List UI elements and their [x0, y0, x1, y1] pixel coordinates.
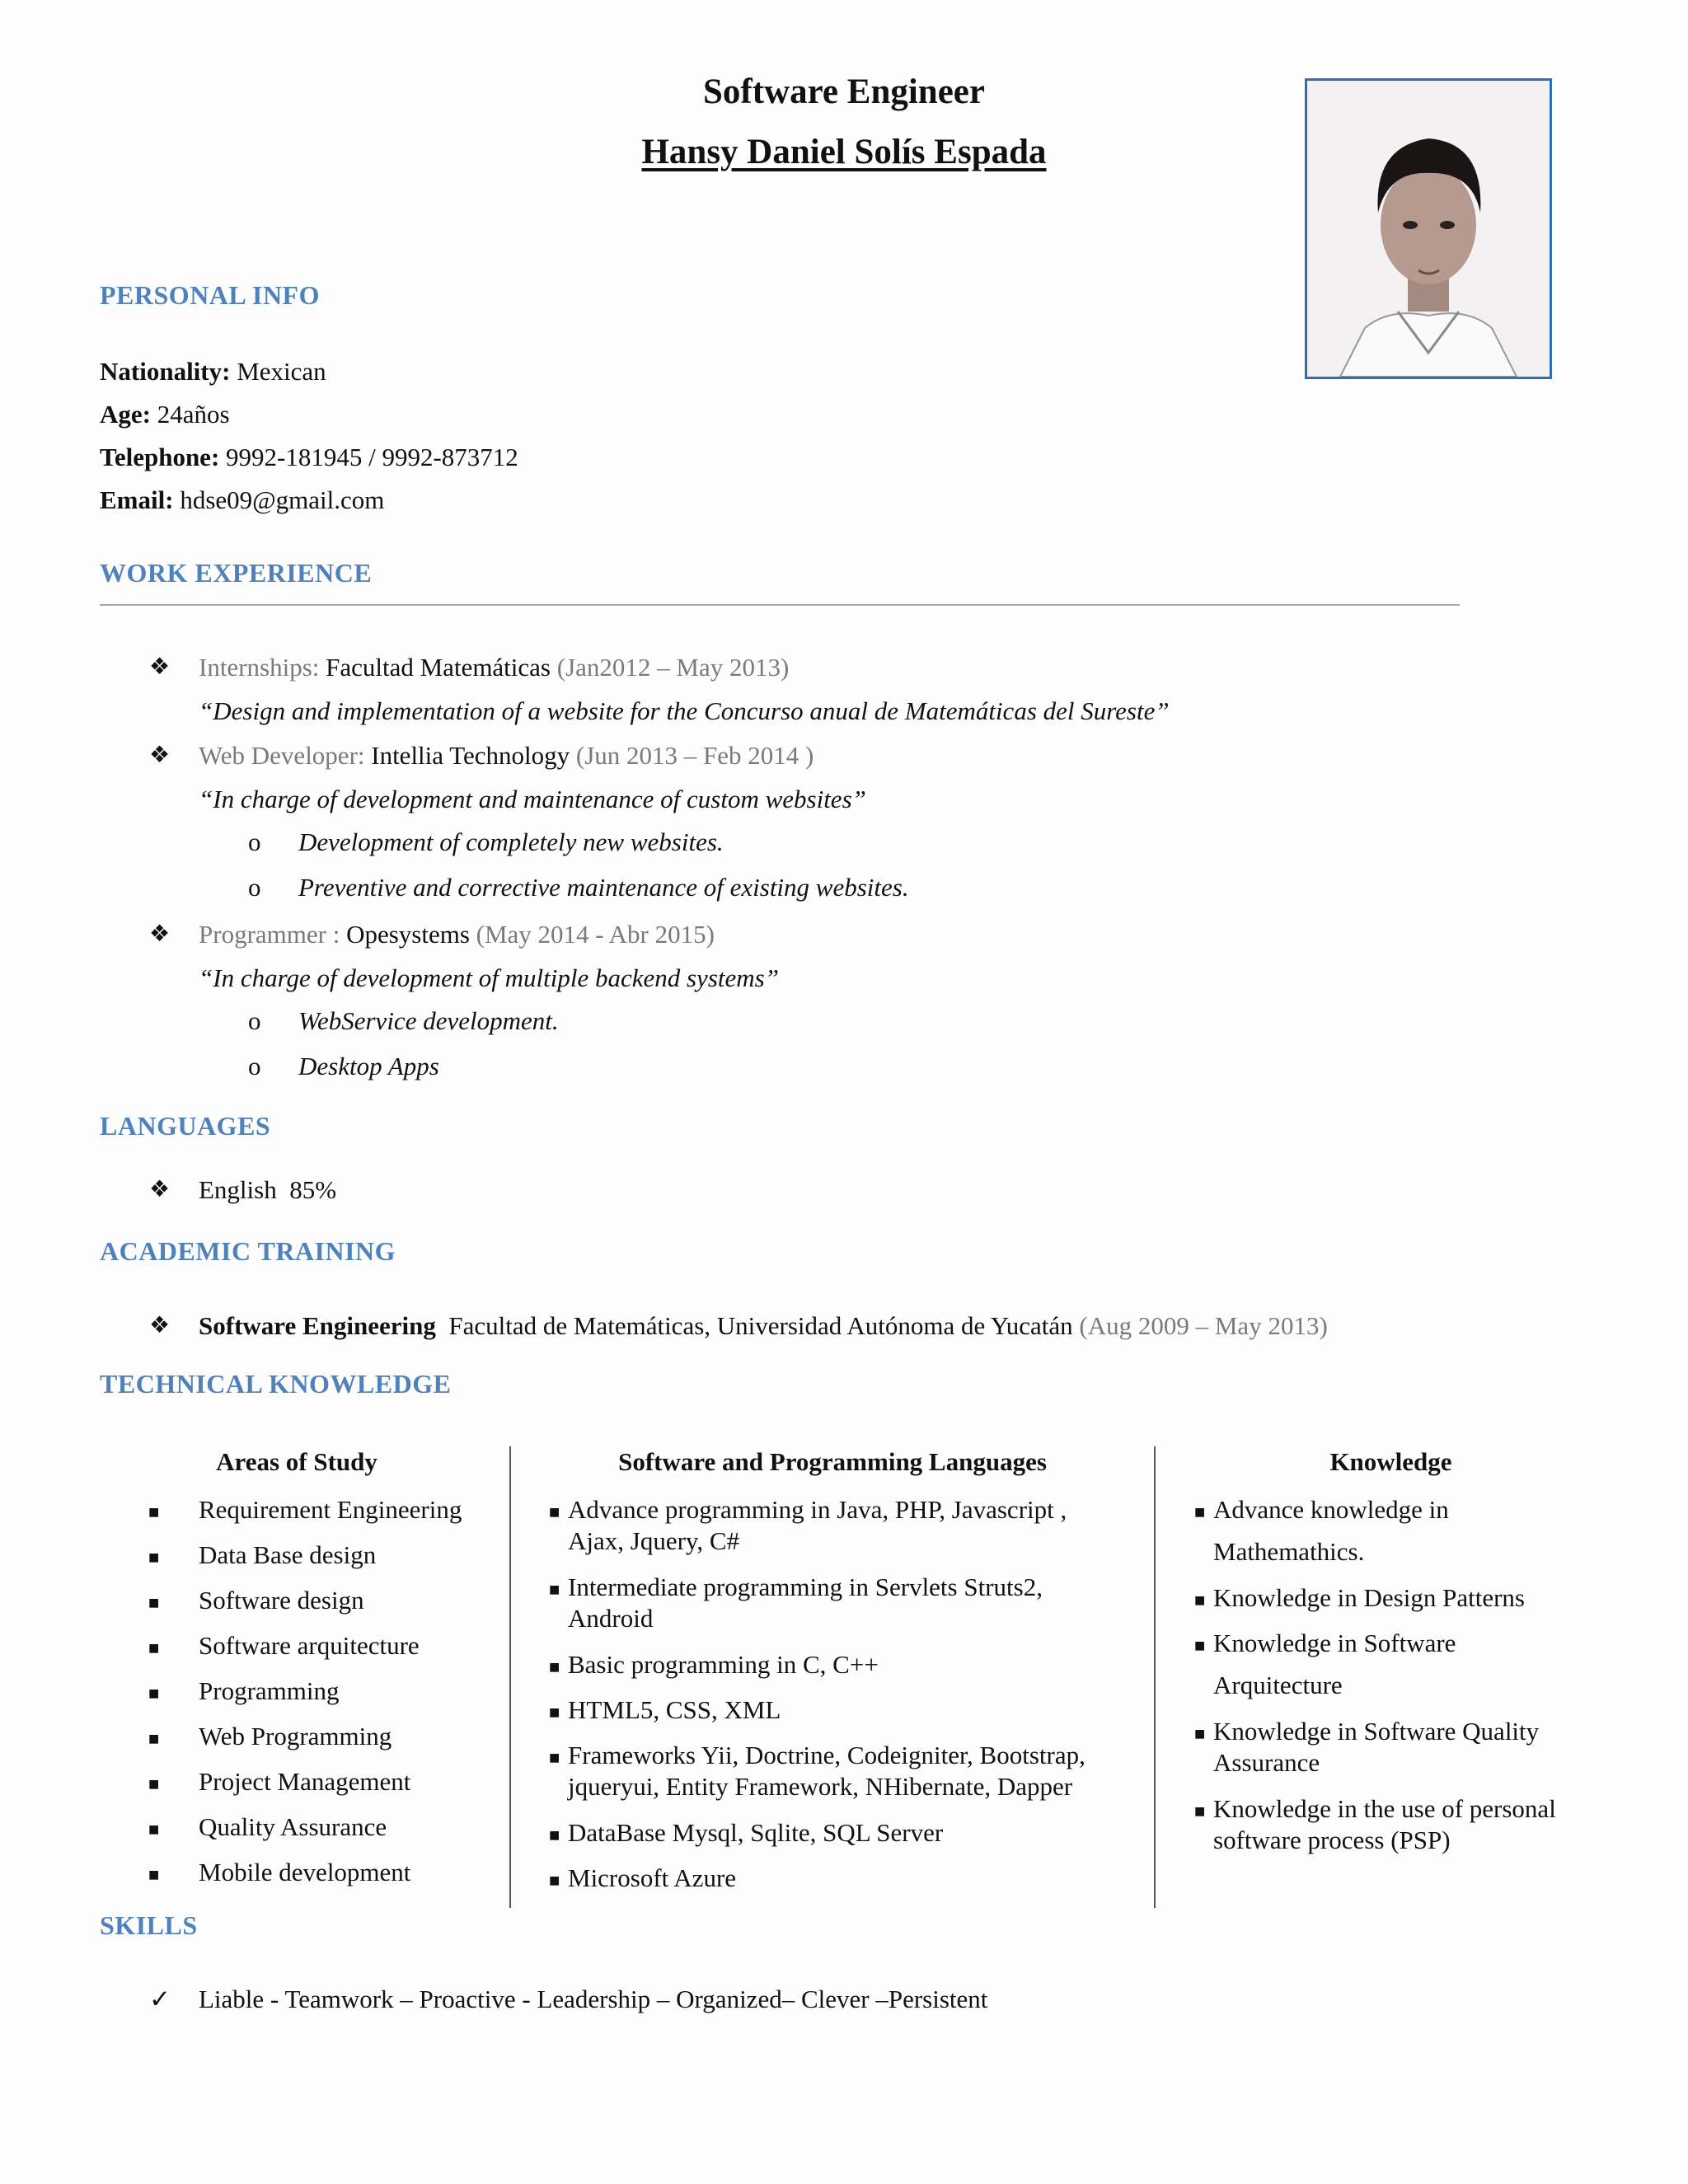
telephone-row — [100, 443, 518, 472]
square-bullet-icon: ■ — [148, 1502, 160, 1522]
profile-photo — [1305, 78, 1552, 379]
job-company: Opesystems — [346, 920, 470, 949]
job-description: “Design and implementation of a website for the Concurso anual de Matemáticas del Sureste” — [199, 696, 1170, 725]
square-bullet-icon: ■ — [1194, 1502, 1206, 1522]
list-item: ■ Intermediate programming in Servlets Struts2, Android — [549, 1572, 1043, 1633]
job-item — [199, 920, 715, 949]
job-task: Desktop Apps — [298, 1052, 439, 1080]
diamond-bullet-icon: ❖ — [149, 1177, 171, 1202]
areas-of-study-heading: Areas of Study — [216, 1447, 377, 1476]
circle-bullet-icon: o — [248, 1052, 261, 1080]
list-item: ■ Software design — [148, 1586, 364, 1615]
square-bullet-icon: ■ — [1194, 1590, 1206, 1610]
square-bullet-icon: ■ — [549, 1825, 560, 1845]
list-item: ■ Advance programming in Java, PHP, Javascript , Ajax, Jquery, C# — [549, 1495, 1067, 1555]
square-bullet-icon: ■ — [148, 1547, 160, 1568]
list-item: ■ HTML5, CSS, XML — [549, 1695, 781, 1724]
section-personal-info: PERSONAL INFO — [100, 280, 320, 310]
list-item: ■ Mobile development — [148, 1858, 411, 1886]
square-bullet-icon: ■ — [549, 1502, 560, 1522]
square-bullet-icon: ■ — [148, 1638, 160, 1658]
job-task: WebService development. — [298, 1006, 559, 1035]
software-languages-list — [549, 1493, 1151, 1907]
job-dates: (May 2014 - Abr 2015) — [476, 920, 715, 949]
diamond-bullet-icon: ❖ — [149, 654, 171, 680]
language-item: English 85% — [199, 1175, 337, 1204]
nationality-row — [100, 357, 326, 387]
circle-bullet-icon: o — [248, 827, 261, 856]
job-dates: (Jun 2013 – Feb 2014 ) — [575, 741, 814, 770]
email-value: hdse09@gmail.com — [180, 485, 385, 514]
job-company: Facultad Matemáticas — [326, 653, 551, 682]
list-item: ■ Quality Assurance — [148, 1812, 387, 1841]
diamond-bullet-icon: ❖ — [149, 743, 171, 768]
age-label: Age: — [100, 400, 151, 429]
column-divider — [509, 1446, 511, 1908]
square-bullet-icon: ■ — [1194, 1723, 1206, 1744]
job-dates: (Jan2012 – May 2013) — [556, 653, 790, 682]
square-bullet-icon: ■ — [148, 1819, 160, 1840]
square-bullet-icon: ■ — [148, 1728, 160, 1749]
list-item: ■ Software arquitecture — [148, 1631, 420, 1660]
section-technical-knowledge: TECHNICAL KNOWLEDGE — [100, 1369, 452, 1399]
knowledge-list — [1194, 1493, 1656, 1870]
job-role: Web Developer: — [199, 741, 365, 770]
skills-item: Liable - Teamwork – Proactive - Leadership – Organized– Clever –Persistent — [199, 1985, 988, 2013]
job-company: Intellia Technology — [371, 741, 570, 770]
square-bullet-icon: ■ — [148, 1592, 160, 1613]
age-row — [100, 400, 230, 429]
telephone-label: Telephone: — [100, 443, 220, 471]
list-item: ■ Data Base design — [148, 1540, 377, 1569]
degree: Software Engineering — [199, 1311, 436, 1340]
job-item — [199, 653, 789, 682]
candidate-name: Hansy Daniel Solís Espada — [641, 133, 1047, 171]
list-item: ■ Requirement Engineering — [148, 1495, 462, 1524]
job-description: “In charge of development of multiple backend systems” — [199, 963, 779, 992]
email-label: Email: — [100, 485, 174, 514]
diamond-bullet-icon: ❖ — [149, 921, 171, 947]
square-bullet-icon: ■ — [148, 1774, 160, 1794]
list-item: ■ Project Management — [148, 1767, 411, 1796]
divider — [100, 604, 1460, 606]
square-bullet-icon: ■ — [148, 1683, 160, 1704]
list-item: ■ Advance knowledge in Mathemathics. — [1194, 1495, 1449, 1566]
square-bullet-icon: ■ — [549, 1579, 560, 1600]
telephone-value: 9992-181945 / 9992-873712 — [226, 443, 518, 471]
list-item: ■ DataBase Mysql, Sqlite, SQL Server — [549, 1818, 944, 1847]
section-work-experience: WORK EXPERIENCE — [100, 558, 373, 588]
nationality-value: Mexican — [237, 357, 326, 386]
square-bullet-icon: ■ — [549, 1747, 560, 1768]
list-item: ■ Basic programming in C, C++ — [549, 1650, 879, 1679]
list-item: ■ Web Programming — [148, 1722, 392, 1750]
square-bullet-icon: ■ — [148, 1864, 160, 1885]
list-item: ■ Programming — [148, 1676, 340, 1705]
square-bullet-icon: ■ — [549, 1870, 560, 1891]
nationality-label: Nationality: — [100, 357, 231, 386]
list-item: ■ Knowledge in the use of personal software process (PSP) — [1194, 1794, 1556, 1854]
job-role: Internships: — [199, 653, 320, 682]
check-icon: ✓ — [149, 1985, 171, 2013]
software-languages-heading: Software and Programming Languages — [618, 1447, 1047, 1476]
school: Facultad de Matemáticas, Universidad Autónoma de Yucatán — [448, 1311, 1073, 1340]
job-task: Preventive and corrective maintenance of existing websites. — [298, 873, 909, 902]
list-item: ■ Knowledge in Design Patterns — [1194, 1583, 1525, 1612]
knowledge-heading: Knowledge — [1329, 1447, 1452, 1476]
section-skills: SKILLS — [100, 1910, 198, 1940]
list-item: ■ Frameworks Yii, Doctrine, Codeigniter, Bootstrap, jqueryui, Entity Framework, NHibernate, Dapper — [549, 1741, 1085, 1801]
age-value: 24años — [157, 400, 230, 429]
academic-dates: (Aug 2009 – May 2013) — [1079, 1311, 1328, 1340]
list-item: ■ Microsoft Azure — [549, 1863, 737, 1892]
square-bullet-icon: ■ — [1194, 1801, 1206, 1821]
job-description: “In charge of development and maintenance of custom websites” — [199, 785, 866, 813]
square-bullet-icon: ■ — [549, 1702, 560, 1722]
column-divider — [1154, 1446, 1156, 1908]
circle-bullet-icon: o — [248, 873, 261, 902]
job-role: Programmer : — [199, 920, 340, 949]
academic-item — [199, 1311, 1328, 1341]
square-bullet-icon: ■ — [549, 1657, 560, 1677]
email-row — [100, 485, 384, 515]
circle-bullet-icon: o — [248, 1006, 261, 1035]
list-item: ■ Knowledge in Software Arquitecture — [1194, 1629, 1456, 1699]
job-title: Software Engineer — [703, 73, 985, 111]
list-item: ■ Knowledge in Software Quality Assurance — [1194, 1717, 1540, 1777]
areas-of-study-list — [148, 1493, 503, 1901]
section-languages: LANGUAGES — [100, 1111, 271, 1141]
square-bullet-icon: ■ — [1194, 1635, 1206, 1656]
diamond-bullet-icon: ❖ — [149, 1313, 171, 1338]
section-academic-training: ACADEMIC TRAINING — [100, 1236, 396, 1266]
person-portrait-icon — [1307, 81, 1550, 377]
job-item — [199, 741, 814, 771]
job-task: Development of completely new websites. — [298, 827, 724, 856]
